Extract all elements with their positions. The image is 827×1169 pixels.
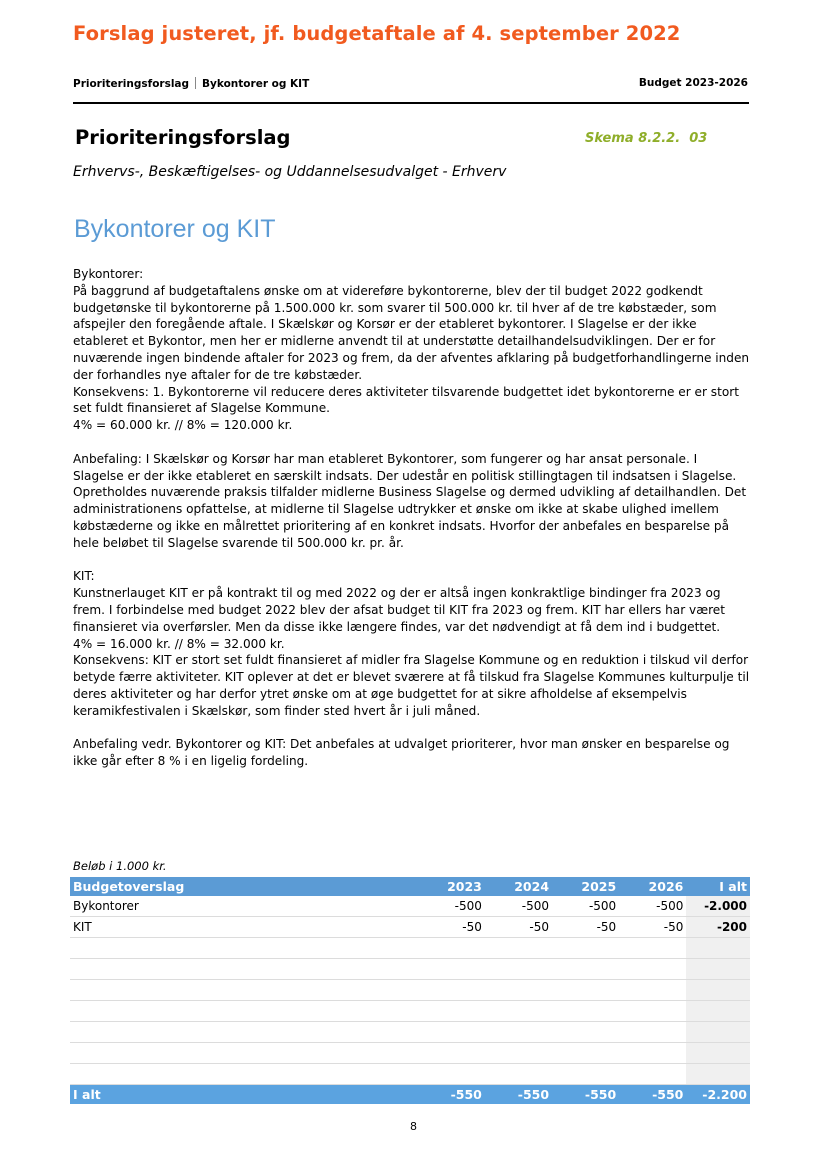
cell-total: -2.000 (686, 896, 750, 917)
body-text (73, 266, 751, 770)
header-2024: 2024 (485, 877, 552, 896)
total-label: I alt (70, 1085, 418, 1105)
breadcrumb-item-2: Bykontorer og KIT (202, 78, 310, 90)
breadcrumb (73, 77, 309, 90)
empty-row (70, 1043, 750, 1064)
total-2024: -550 (485, 1085, 552, 1105)
cell-2023: -50 (418, 917, 485, 938)
cell-2025: -50 (552, 917, 619, 938)
section-heading: Bykontorer og KIT (74, 215, 276, 243)
total-2025: -550 (552, 1085, 619, 1105)
table-total-row (70, 1085, 750, 1105)
page-title: Prioriteringsforslag (75, 126, 291, 149)
committee-subtitle: Erhvervs-, Beskæftigelses- og Uddannelsesudvalget - Erhverv (73, 164, 507, 180)
empty-row (70, 980, 750, 1001)
cell-total: -200 (686, 917, 750, 938)
empty-row (70, 1001, 750, 1022)
budget-period: Budget 2023-2026 (638, 77, 748, 89)
kit-paragraph: Kunstnerlauget KIT er på kontrakt til og med 2022 og der er altså ingen konkraktlige bindinger fra 2023 og frem. I forbindelse med budget 2022 blev der afsat budget til KIT fra 2023 og frem. KIT har ellers har været finansieret via overførsler. Men da disse ikke længere findes, var det nødvendigt at få dem ind i budgettet. (73, 586, 725, 634)
row-label: Bykontorer (70, 896, 418, 917)
bykontorer-paragraph: På baggrund af budgetaftalens ønske om at videreføre bykontorerne, blev der til budget 2022 godkendt budgetønske til bykontorerne på 1.500.000 kr. som svarer til 500.000 kr. til hver af de tre købstæder, som afspejler den foregående aftale. I Skælskør og Korsør er der etableret bykontorer. I Slagelse er der ikke etableret et Bykontor, men her er midlerne anvendt til at understøtte detailhandelsudviklingen. Der er for nuværende ingen bindende aftaler for 2023 og frem, da der afventes afklaring på budgetforhandlingerne inden der forhandles nye aftaler for de tre købstæder. (73, 283, 750, 382)
kit-heading: KIT: (73, 569, 95, 584)
header-rule (73, 102, 749, 104)
grand-total: -2.200 (686, 1085, 750, 1105)
kit-percentages: 4% = 16.000 kr. // 8% = 32.000 kr. (73, 636, 285, 651)
cell-2026: -500 (619, 896, 686, 917)
total-2026: -550 (619, 1085, 686, 1105)
combined-anbefaling: Anbefaling vedr. Bykontorer og KIT: Det anbefales at udvalget prioriterer, hvor man ønsker en besparelse og ikke går efter 8 % i en ligelig fordeling. (73, 737, 730, 769)
bykontorer-heading: Bykontorer: (73, 267, 144, 281)
cell-2024: -500 (485, 896, 552, 917)
adjustment-banner: Forslag justeret, jf. budgetaftale af 4. september 2022 (73, 22, 681, 45)
total-2023: -550 (418, 1085, 485, 1105)
bykontorer-konsekvens: Konsekvens: 1. Bykontorerne vil reducere deres aktiviteter tilsvarende budgettet idet bykontorerne er er stort set fuldt finansieret af Slagelse Kommune. (73, 384, 739, 416)
kit-konsekvens: Konsekvens: KIT er stort set fuldt finansieret af midler fra Slagelse Kommune og en reduktion i tilskud vil derfor betyde færre aktiviteter. KIT oplever at det er blevet sværere at få tilskud fra Slagelse Kommunes kulturpulje til deres aktiviteter og har derfor ytret ønske om at øge budgettet for at sikre afholdelse af eksempelvis keramikfestivalen i Skælskør, som finder sted hvert år i juli måned. (73, 653, 750, 718)
cell-2023: -500 (418, 896, 485, 917)
row-label: KIT (70, 917, 418, 938)
header-2026: 2026 (619, 877, 686, 896)
budget-table (70, 877, 750, 1104)
breadcrumb-item-1: Prioriteringsforslag (73, 78, 190, 90)
header-2023: 2023 (418, 877, 485, 896)
cell-2024: -50 (485, 917, 552, 938)
cell-2025: -500 (552, 896, 619, 917)
running-header (73, 77, 748, 93)
page-number: 8 (410, 1120, 417, 1133)
table-row (70, 917, 750, 938)
amount-unit-label: Beløb i 1.000 kr. (73, 859, 167, 873)
table-row (70, 896, 750, 917)
header-total: I alt (686, 877, 750, 896)
bykontorer-anbefaling: Anbefaling: I Skælskør og Korsør har man etableret Bykontorer, som fungerer og har ansat personale. I Slagelse er der ikke etableret en særskilt indsats. Der udestår en politisk stillingtagen til indsatsen i Slagelse. Opretholdes nuværende praksis tilfalder midlerne Business Slagelse og dermed udvikling af detailhandlen. Det administrationens opfattelse, at midlerne til Slagelse udtrykker et ønske om ikke at skabe ulighed imellem købstæderne og ikke en målrettet prioritering af en konkret indsats. Hvorfor der anbefales en besparelse på hele beløbet til Slagelse svarende til 500.000 kr. pr. år. (73, 451, 747, 550)
bykontorer-percentages: 4% = 60.000 kr. // 8% = 120.000 kr. (73, 418, 293, 433)
empty-row (70, 959, 750, 980)
header-budgetoverslag: Budgetoverslag (70, 877, 418, 896)
skema-number: Skema 8.2.2. 03 (585, 131, 708, 146)
table-header-row (70, 877, 750, 896)
header-2025: 2025 (552, 877, 619, 896)
breadcrumb-separator (195, 77, 196, 89)
empty-row (70, 938, 750, 959)
empty-row (70, 1064, 750, 1085)
empty-row (70, 1022, 750, 1043)
cell-2026: -50 (619, 917, 686, 938)
